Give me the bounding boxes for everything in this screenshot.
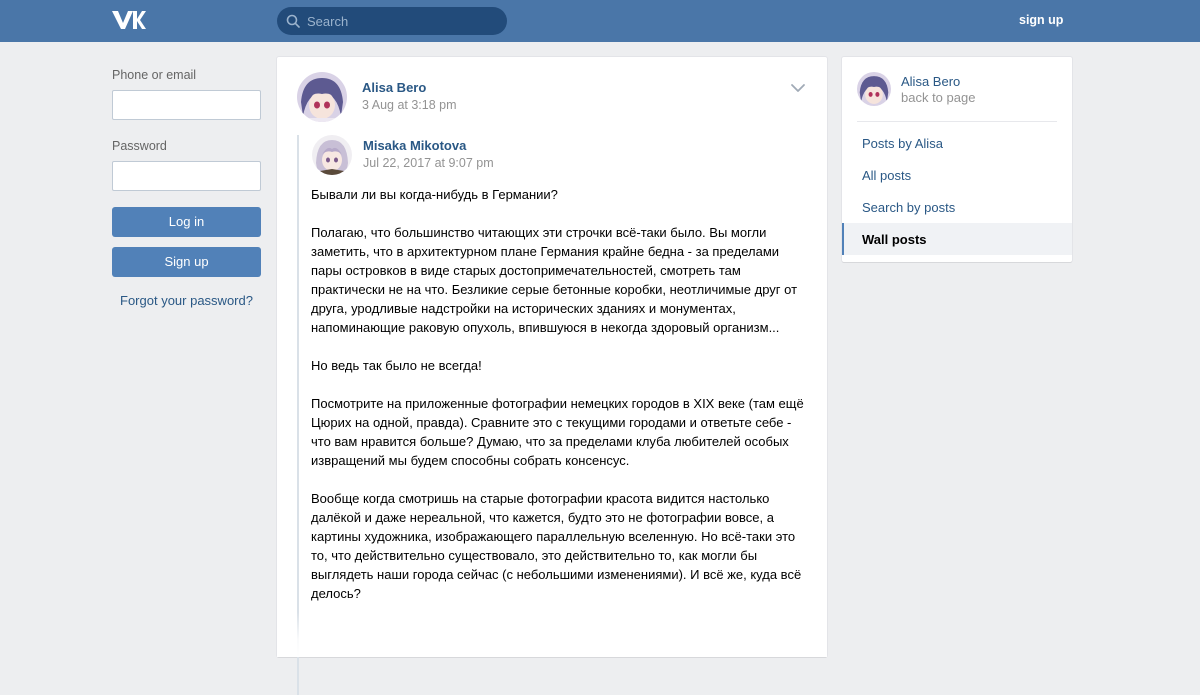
post-paragraph: Полагаю, что большинство читающих эти строчки всё-таки было. Вы могли заметить, что в архитектурном плане Германия крайне бедна - за пределами пары островков в виде старых достопримечательностей, смотреть там практически не на что. Безликие серые бетонные коробки, неотличимые друг от друга, уродливые надстройки на исторических зданиях и монументах, напоминающие раковую опухоль, впившуюся в некогда здоровый организм...: [311, 225, 798, 335]
post-paragraph: Вообще когда смотришь на старые фотографии красота видится настолько далёкой и даже нереальной, что кажется, будто это не фотографии вовсе, а картины художника, изображающего параллельную вселенную. Но всё-таки это то, что действительно существовало, это действительно то, как могли бы выглядеть наши города сейчас (с небольшими изменениями). И всё же, куда всё делось?: [311, 491, 802, 601]
repost-author-name[interactable]: Misaka Mikotova: [363, 138, 467, 153]
header-signup-link[interactable]: sign up: [1019, 13, 1064, 27]
repost-indicator-bar: [297, 135, 299, 695]
signup-button[interactable]: Sign up: [112, 247, 261, 277]
sidebar-item-wall-posts[interactable]: Wall posts: [842, 223, 1072, 255]
post-paragraph: Посмотрите на приложенные фотографии немецких городов в XIX веке (там ещё Цюрих на одной, правда). Сравните это с текущими городами и ответьте себе - что вам нравится больше? Думаю, что за пределами клуба любителей особых извращений мы будем способны собрать консенсус.: [311, 396, 804, 468]
top-header: [0, 0, 1200, 42]
search-icon: [286, 14, 300, 28]
phone-label: Phone or email: [112, 68, 197, 82]
author-avatar[interactable]: [297, 72, 347, 122]
divider: [857, 121, 1057, 122]
post-date[interactable]: 3 Aug at 3:18 pm: [362, 98, 457, 112]
repost-date[interactable]: Jul 22, 2017 at 9:07 pm: [363, 156, 494, 170]
password-label: Password: [112, 139, 167, 153]
chevron-down-icon[interactable]: [790, 83, 806, 93]
sidebar-item-posts-by-alisa[interactable]: Posts by Alisa: [862, 136, 943, 151]
post-paragraph: Бывали ли вы когда-нибудь в Германии?: [311, 187, 558, 202]
search-input[interactable]: [305, 7, 500, 35]
phone-email-input[interactable]: [112, 90, 261, 120]
avatar-image: [312, 135, 352, 175]
post-text: [311, 185, 811, 622]
sidebar-item-search-by-posts[interactable]: Search by posts: [862, 200, 956, 215]
sidebar-item-all-posts[interactable]: All posts: [862, 168, 912, 183]
repost-author-avatar[interactable]: [312, 135, 352, 175]
vk-logo-icon[interactable]: [112, 9, 146, 31]
avatar-image: [857, 72, 891, 106]
profile-sidebar: [842, 57, 1072, 262]
search-box[interactable]: [277, 7, 507, 35]
back-to-page-link[interactable]: back to page: [901, 90, 976, 105]
wall-post: [277, 57, 827, 657]
post-author-name[interactable]: Alisa Bero: [362, 80, 427, 95]
post-paragraph: Но ведь так было не всегда!: [311, 358, 482, 373]
forgot-password-link[interactable]: Forgot your password?: [120, 293, 253, 308]
sidebar-profile-name[interactable]: Alisa Bero: [901, 74, 961, 89]
login-button[interactable]: Log in: [112, 207, 261, 237]
login-form: [112, 68, 261, 308]
avatar-image: [297, 72, 347, 122]
sidebar-avatar[interactable]: [857, 72, 891, 106]
sidebar-menu: [842, 127, 1072, 255]
password-input[interactable]: [112, 161, 261, 191]
text-fade-overlay: [277, 612, 827, 657]
